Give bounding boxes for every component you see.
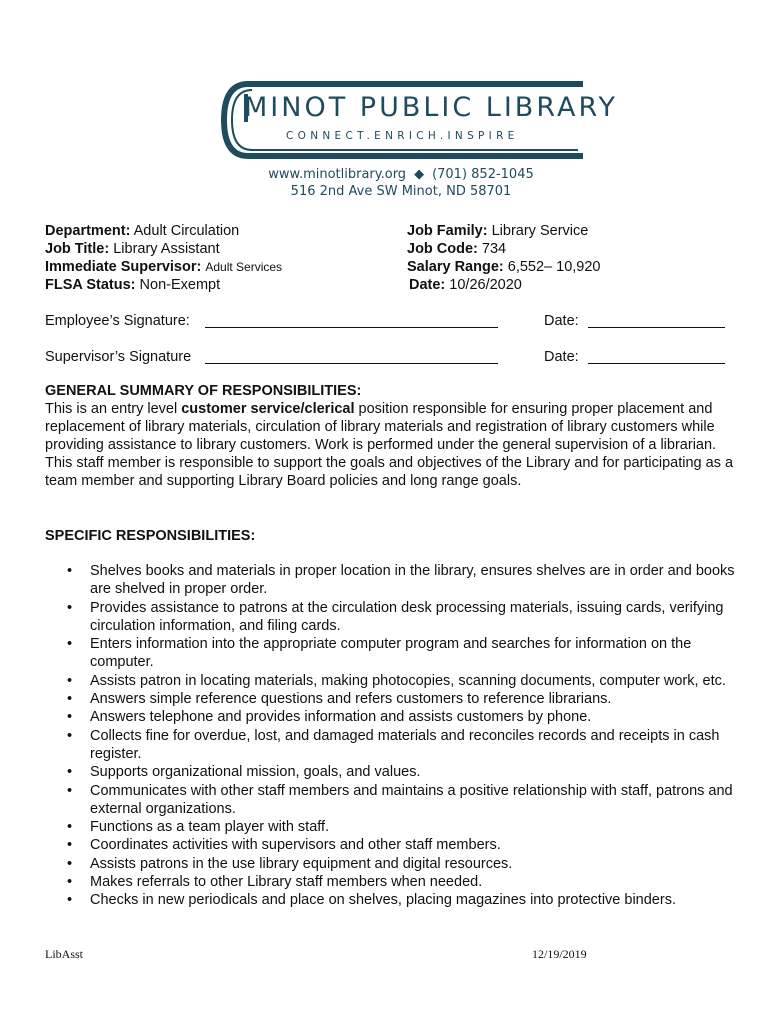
contact-line <box>16 167 770 182</box>
responsibility-text: Assists patrons in the use library equipment and digital resources. <box>90 855 513 872</box>
responsibility-text: Functions as a team player with staff. <box>90 819 330 836</box>
responsibility-text: Answers telephone and provides information and assists customers by phone. <box>90 709 592 726</box>
employee-signature-label: Employee’s Signature: <box>45 313 190 329</box>
library-logo <box>218 80 618 162</box>
job-code-row <box>407 240 506 258</box>
job-code-label: Job Code: <box>407 241 478 257</box>
bullet-icon: • <box>67 709 73 726</box>
date-value: 10/26/2020 <box>449 277 522 293</box>
list-item <box>45 599 735 636</box>
job-title-label: Job Title: <box>45 241 110 257</box>
flsa-label: FLSA Status: <box>45 277 136 293</box>
address-line: 516 2nd Ave SW Minot, ND 58701 <box>290 184 512 199</box>
general-summary-text <box>45 400 735 490</box>
responsibility-text: Coordinates activities with supervisors and other staff members. <box>90 837 501 854</box>
department-row <box>45 222 239 240</box>
summary-text-after: position responsible for ensuring proper placement and replacement of library materials, circulation of library materials and registration of library customers while providing assistance to library customers. Work is performed under the general supervision of a librarian. This staff member is responsible to support the goals and objectives of the Library and for participating as a team member and supporting Library Board policies and long range goals. <box>45 401 734 489</box>
list-item <box>45 690 735 708</box>
list-item <box>45 782 735 819</box>
job-family-label: Job Family: <box>407 223 488 239</box>
responsibility-text: Makes referrals to other Library staff members when needed. <box>90 874 483 891</box>
date-row <box>409 276 522 294</box>
list-item <box>45 763 735 781</box>
list-item <box>45 672 735 690</box>
list-item <box>45 873 735 891</box>
employee-date-field[interactable] <box>588 327 725 328</box>
responsibility-text: Shelves books and materials in proper location in the library, ensures shelves are in order and books are shelved in proper order. <box>90 563 735 598</box>
specific-responsibilities-heading: SPECIFIC RESPONSIBILITIES: <box>45 528 256 544</box>
responsibility-text: Assists patron in locating materials, making photocopies, scanning documents, computer work, etc. <box>90 672 726 689</box>
supervisor-date-field[interactable] <box>588 363 725 364</box>
salary-label: Salary Range: <box>407 259 504 275</box>
list-item <box>45 727 735 764</box>
responsibility-text: Answers simple reference questions and refers customers to reference librarians. <box>90 691 612 708</box>
department-value: Adult Circulation <box>133 223 240 239</box>
bullet-icon: • <box>67 599 73 616</box>
supervisor-value: Adult Services <box>205 260 283 274</box>
responsibility-text: Supports organizational mission, goals, and values. <box>90 764 421 781</box>
list-item <box>45 635 735 672</box>
footer-left: LibAsst <box>45 947 84 961</box>
responsibility-text: Checks in new periodicals and place on shelves, placing magazines into protective binders. <box>90 892 676 909</box>
list-item <box>45 836 735 854</box>
general-summary-heading: GENERAL SUMMARY OF RESPONSIBILITIES: <box>45 383 362 399</box>
employee-signature-field[interactable] <box>205 327 498 328</box>
list-item <box>45 855 735 873</box>
summary-text-bold: customer service/clerical <box>181 401 355 417</box>
supervisor-signature-field[interactable] <box>205 363 498 364</box>
footer-right: 12/19/2019 <box>532 947 587 961</box>
bullet-icon: • <box>67 672 73 689</box>
list-item <box>45 891 735 909</box>
supervisor-row <box>45 258 282 276</box>
bullet-icon: • <box>67 874 73 891</box>
bullet-icon: • <box>67 855 73 872</box>
job-family-row <box>407 222 588 240</box>
flsa-row <box>45 276 220 294</box>
diamond-icon: ◆ <box>414 167 425 182</box>
job-family-value: Library Service <box>491 223 589 239</box>
job-title-value: Library Assistant <box>113 241 220 257</box>
responsibility-text: Provides assistance to patrons at the circulation desk processing materials, issuing cards, verifying circulation information, and filing cards. <box>90 599 724 634</box>
website-link[interactable]: www.minotlibrary.org <box>268 167 407 182</box>
salary-value: 6,552– 10,920 <box>507 259 601 275</box>
supervisor-label: Immediate Supervisor: <box>45 259 202 275</box>
bullet-icon: • <box>67 764 73 781</box>
bullet-icon: • <box>67 892 73 909</box>
bullet-icon: • <box>67 691 73 708</box>
list-item <box>45 562 735 599</box>
job-code-value: 734 <box>481 241 507 257</box>
responsibility-text: Collects fine for overdue, lost, and damaged materials and reconciles records and receipts in cash register. <box>90 727 720 762</box>
phone-number: (701) 852-1045 <box>432 167 534 182</box>
responsibility-text: Communicates with other staff members and maintains a positive relationship with staff, patrons and external organizations. <box>90 782 733 817</box>
logo-title: MINOT PUBLIC LIBRARY <box>244 92 618 123</box>
supervisor-signature-label: Supervisor’s Signature <box>45 349 192 365</box>
supervisor-date-label: Date: <box>544 349 579 365</box>
responsibilities-list <box>45 562 735 910</box>
logo-subtitle: CONNECT.ENRICH.INSPIRE <box>286 130 519 142</box>
employee-date-label: Date: <box>544 313 579 329</box>
bullet-icon: • <box>67 563 73 579</box>
flsa-value: Non-Exempt <box>139 277 221 293</box>
list-item <box>45 818 735 836</box>
bullet-icon: • <box>67 727 73 744</box>
bullet-icon: • <box>67 819 73 836</box>
department-label: Department: <box>45 223 131 239</box>
bullet-icon: • <box>67 837 73 854</box>
bullet-icon: • <box>67 636 73 653</box>
summary-text-before: This is an entry level <box>45 401 182 417</box>
list-item <box>45 708 735 726</box>
date-label: Date: <box>409 277 446 293</box>
job-title-row <box>45 240 220 258</box>
bullet-icon: • <box>67 782 73 799</box>
salary-row <box>407 258 600 276</box>
responsibility-text: Enters information into the appropriate computer program and searches for information on the computer. <box>90 636 692 671</box>
